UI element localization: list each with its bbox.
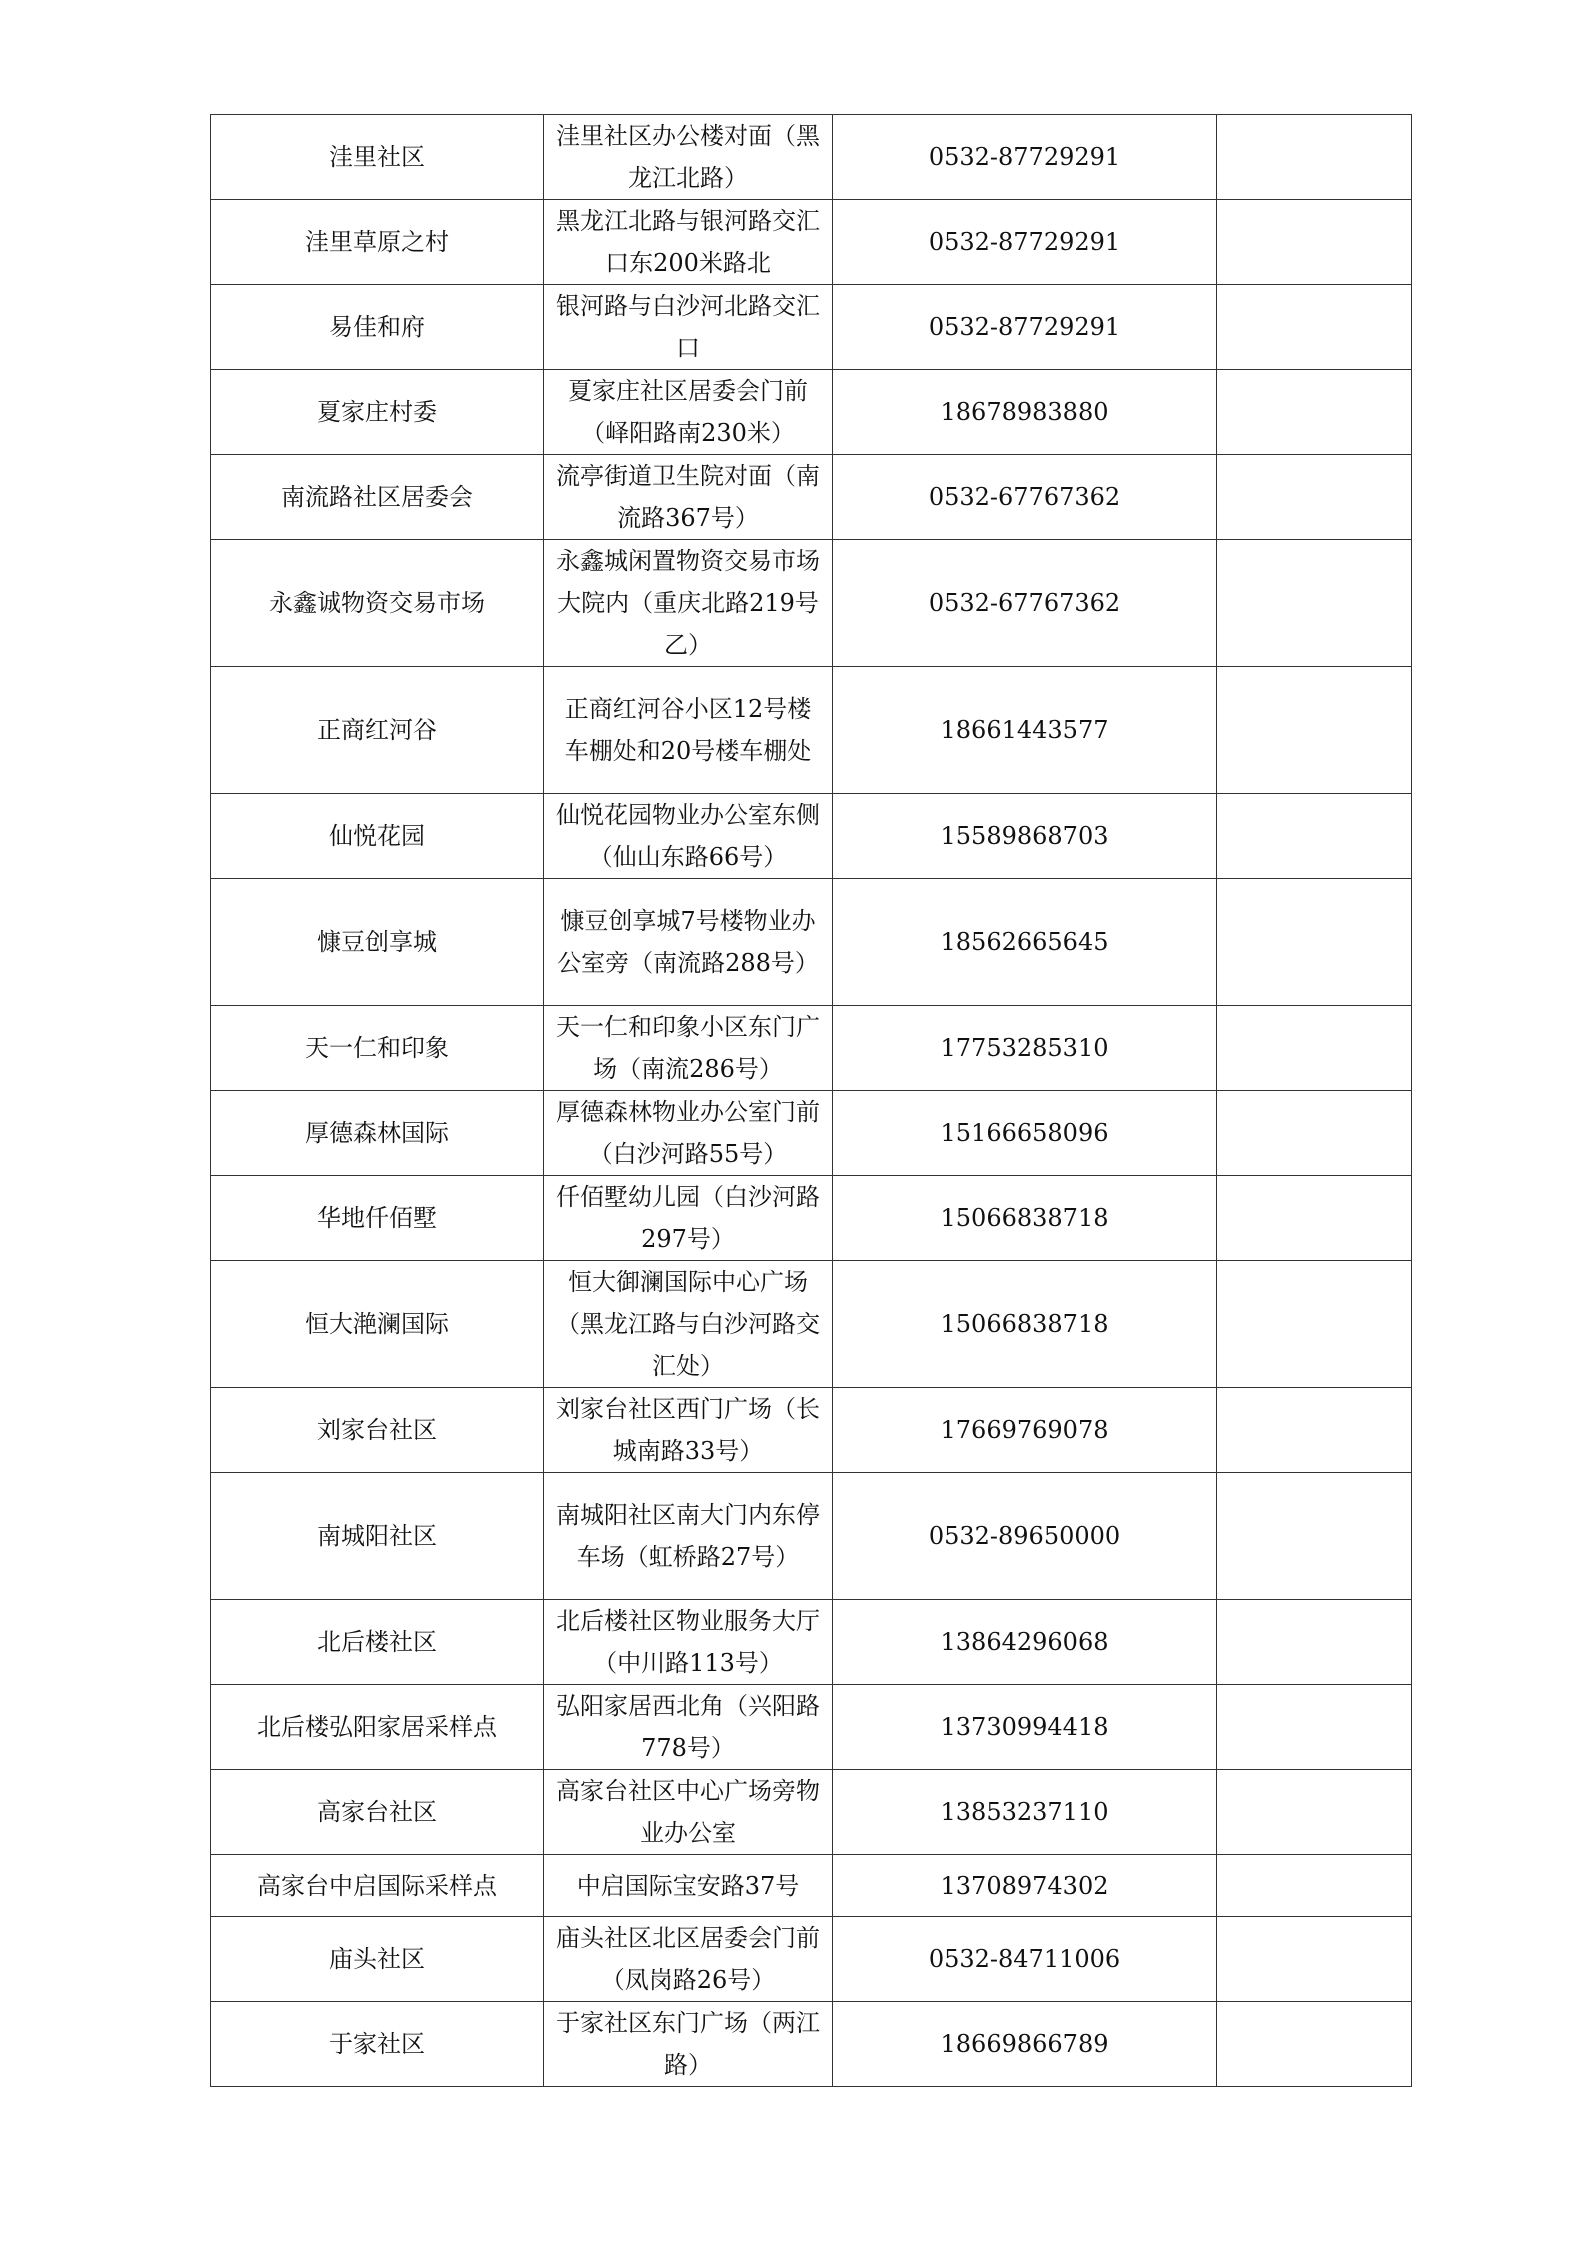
site-phone: 0532-87729291 (833, 285, 1217, 370)
table-row (211, 285, 1412, 370)
site-note (1217, 285, 1412, 370)
table-row (211, 1006, 1412, 1091)
site-name: 北后楼社区 (211, 1600, 544, 1685)
site-name: 于家社区 (211, 2002, 544, 2087)
table-row (211, 1388, 1412, 1473)
site-phone: 18661443577 (833, 667, 1217, 794)
site-address: 弘阳家居西北角（兴阳路778号） (544, 1685, 833, 1770)
site-phone: 0532-84711006 (833, 1917, 1217, 2002)
table-row (211, 794, 1412, 879)
table-row (211, 1685, 1412, 1770)
site-name: 刘家台社区 (211, 1388, 544, 1473)
table-row (211, 200, 1412, 285)
site-address: 高家台社区中心广场旁物业办公室 (544, 1770, 833, 1855)
table-row (211, 667, 1412, 794)
site-name: 恒大滟澜国际 (211, 1261, 544, 1388)
site-phone: 0532-87729291 (833, 200, 1217, 285)
table-row (211, 1261, 1412, 1388)
site-address: 中启国际宝安路37号 (544, 1855, 833, 1917)
site-address: 恒大御澜国际中心广场（黑龙江路与白沙河路交汇处） (544, 1261, 833, 1388)
site-note (1217, 115, 1412, 200)
site-name: 北后楼弘阳家居采样点 (211, 1685, 544, 1770)
site-name: 厚德森林国际 (211, 1091, 544, 1176)
site-note (1217, 1917, 1412, 2002)
site-address: 洼里社区办公楼对面（黑龙江北路） (544, 115, 833, 200)
table-row (211, 1855, 1412, 1917)
site-phone: 13853237110 (833, 1770, 1217, 1855)
site-note (1217, 1388, 1412, 1473)
site-note (1217, 2002, 1412, 2087)
site-phone: 0532-87729291 (833, 115, 1217, 200)
site-note (1217, 1473, 1412, 1600)
site-phone: 13708974302 (833, 1855, 1217, 1917)
site-name: 洼里社区 (211, 115, 544, 200)
site-name: 永鑫诚物资交易市场 (211, 540, 544, 667)
site-address: 慷豆创享城7号楼物业办公室旁（南流路288号） (544, 879, 833, 1006)
site-name: 南城阳社区 (211, 1473, 544, 1600)
table-row (211, 370, 1412, 455)
site-address: 于家社区东门广场（两江路） (544, 2002, 833, 2087)
site-note (1217, 1261, 1412, 1388)
site-phone: 15066838718 (833, 1261, 1217, 1388)
site-address: 天一仁和印象小区东门广场（南流286号） (544, 1006, 833, 1091)
site-phone: 0532-67767362 (833, 540, 1217, 667)
table-row (211, 1770, 1412, 1855)
site-note (1217, 1006, 1412, 1091)
site-name: 慷豆创享城 (211, 879, 544, 1006)
table-row (211, 879, 1412, 1006)
site-note (1217, 1770, 1412, 1855)
site-address: 南城阳社区南大门内东停车场（虹桥路27号） (544, 1473, 833, 1600)
site-name: 天一仁和印象 (211, 1006, 544, 1091)
site-name: 庙头社区 (211, 1917, 544, 2002)
site-phone: 17753285310 (833, 1006, 1217, 1091)
site-name: 易佳和府 (211, 285, 544, 370)
table-row (211, 1473, 1412, 1600)
site-note (1217, 540, 1412, 667)
site-address: 夏家庄社区居委会门前（峄阳路南230米） (544, 370, 833, 455)
site-note (1217, 794, 1412, 879)
site-phone: 13864296068 (833, 1600, 1217, 1685)
site-address: 正商红河谷小区12号楼车棚处和20号楼车棚处 (544, 667, 833, 794)
site-name: 夏家庄村委 (211, 370, 544, 455)
site-note (1217, 200, 1412, 285)
site-note (1217, 1855, 1412, 1917)
site-name: 华地仟佰墅 (211, 1176, 544, 1261)
sampling-sites-table (210, 114, 1412, 2087)
site-address: 银河路与白沙河北路交汇口 (544, 285, 833, 370)
site-address: 仟佰墅幼儿园（白沙河路297号） (544, 1176, 833, 1261)
site-note (1217, 370, 1412, 455)
table-row (211, 540, 1412, 667)
site-address: 黑龙江北路与银河路交汇口东200米路北 (544, 200, 833, 285)
site-phone: 18562665645 (833, 879, 1217, 1006)
site-phone: 0532-89650000 (833, 1473, 1217, 1600)
site-phone: 15589868703 (833, 794, 1217, 879)
site-note (1217, 1176, 1412, 1261)
site-name: 正商红河谷 (211, 667, 544, 794)
site-phone: 13730994418 (833, 1685, 1217, 1770)
table-row (211, 1917, 1412, 2002)
site-address: 北后楼社区物业服务大厅（中川路113号） (544, 1600, 833, 1685)
table-row (211, 455, 1412, 540)
site-phone: 18678983880 (833, 370, 1217, 455)
site-address: 永鑫城闲置物资交易市场大院内（重庆北路219号乙） (544, 540, 833, 667)
site-note (1217, 1091, 1412, 1176)
site-note (1217, 879, 1412, 1006)
site-name: 高家台中启国际采样点 (211, 1855, 544, 1917)
site-note (1217, 455, 1412, 540)
table-row (211, 115, 1412, 200)
site-address: 流亭街道卫生院对面（南流路367号） (544, 455, 833, 540)
site-name: 南流路社区居委会 (211, 455, 544, 540)
table-row (211, 2002, 1412, 2087)
site-address: 厚德森林物业办公室门前（白沙河路55号） (544, 1091, 833, 1176)
site-phone: 17669769078 (833, 1388, 1217, 1473)
site-name: 仙悦花园 (211, 794, 544, 879)
table-row (211, 1091, 1412, 1176)
site-name: 高家台社区 (211, 1770, 544, 1855)
site-name: 洼里草原之村 (211, 200, 544, 285)
site-phone: 15166658096 (833, 1091, 1217, 1176)
table-row (211, 1176, 1412, 1261)
site-note (1217, 1685, 1412, 1770)
site-phone: 0532-67767362 (833, 455, 1217, 540)
site-phone: 18669866789 (833, 2002, 1217, 2087)
site-address: 仙悦花园物业办公室东侧（仙山东路66号） (544, 794, 833, 879)
site-note (1217, 1600, 1412, 1685)
site-phone: 15066838718 (833, 1176, 1217, 1261)
table-row (211, 1600, 1412, 1685)
site-address: 庙头社区北区居委会门前（凤岗路26号） (544, 1917, 833, 2002)
site-note (1217, 667, 1412, 794)
site-address: 刘家台社区西门广场（长城南路33号） (544, 1388, 833, 1473)
